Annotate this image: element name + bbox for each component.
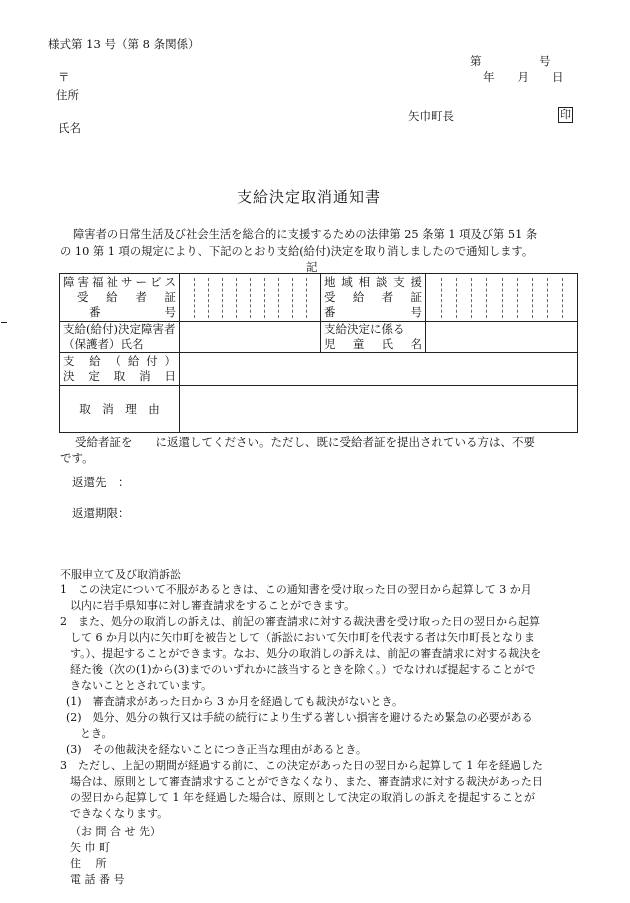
document-title: 支給決定取消通知書	[237, 188, 382, 206]
document-number: 第 号	[470, 54, 551, 68]
appeal-line: (1) 審査請求があった日から 3 か月を経過しても裁決がないとき。	[66, 695, 404, 708]
cancellation-table	[59, 273, 578, 433]
cancel-reason-value	[180, 386, 578, 433]
postal-mark: 〒	[58, 70, 70, 84]
contact-address: 住 所	[70, 857, 107, 870]
appeal-line: 場合は、原則として審査請求することができなくなり、また、審査請求に対する裁決があった日	[70, 775, 543, 788]
seal-mark: 印	[560, 108, 571, 121]
appeal-line: して 6 か月以内に矢巾町を被告として（訴訟において矢巾町を代表する者は矢巾町長となりま	[70, 631, 535, 644]
child-name-value	[426, 322, 578, 353]
intro-line-1: 障害者の日常生活及び社会生活を総合的に支援するための法律第 25 条第 1 項及び第 51 条	[73, 228, 538, 241]
digit-box-separator	[278, 278, 279, 318]
digit-box-separator	[194, 278, 195, 318]
service-recipient-number-boxes	[180, 274, 321, 322]
label-service-recipient-number: 障害福祉サービス 受 給 者 証 番 号	[60, 274, 180, 322]
appeal-line: す。）、提起することができます。なお、処分の取消しの訴えは、前記の審査請求に対する裁決を	[70, 647, 542, 660]
digit-box-separator	[236, 278, 237, 318]
contact-heading: （お 問 合 せ 先）	[70, 825, 161, 838]
decision-person-value	[180, 322, 321, 353]
label-community-support-number: 地 域 相 談 支 援 受 給 者 証 番 号	[321, 274, 426, 322]
appeal-line: 2 また、処分の取消しの訴えは、前記の審査請求に対する裁決書を受け取った日の翌日から起算	[60, 615, 540, 628]
label-child-name: 支給決定に係る 児 童 氏 名	[321, 322, 426, 353]
digit-box-separator	[456, 278, 457, 318]
recipient-name-label: 氏名	[58, 121, 81, 135]
contact-town: 矢 巾 町	[70, 841, 110, 854]
ki-label: 記	[306, 260, 318, 274]
digit-box-separator	[486, 278, 487, 318]
community-support-number-boxes	[426, 274, 578, 322]
digit-box-separator	[222, 278, 223, 318]
contact-phone: 電 話 番 号	[70, 873, 125, 886]
issuer-name: 矢巾町長	[408, 109, 454, 123]
appeal-heading: 不服申立て及び取消訴訟	[60, 568, 181, 581]
appeal-line: とき。	[80, 727, 113, 740]
digit-box-separator	[306, 278, 307, 318]
digit-box-separator	[250, 278, 251, 318]
return-deadline-label: 返還期限：	[72, 506, 130, 520]
appeal-line: 1 この決定について不服があるときは、この通知書を受け取った日の翌日から起算して 3 か月	[60, 583, 532, 596]
digit-box-separator	[292, 278, 293, 318]
appeal-line: 経た後（次の(1)から(3)までのいずれかに該当するときを除く。）でなければ提起することがで	[70, 663, 536, 676]
digit-box-separator	[562, 278, 563, 318]
digit-box-separator	[264, 278, 265, 318]
appeal-line: の翌日から起算して 1 年を経過した場合は、原則として決定の取消しの訴えを提起することが	[70, 791, 535, 804]
appeal-line: 以内に岩手県知事に対し審査請求をすることができます。	[70, 599, 356, 612]
appeal-line: できなくなります。	[70, 807, 169, 820]
appeal-line: 3 ただし、上記の期間が経過する前に、この決定があった日の翌日から起算して 1 年を経過した	[60, 759, 543, 772]
address-label: 住所	[56, 88, 79, 102]
label-cancel-date: 支 給 （ 給 付 ） 決 定 取 消 日	[60, 353, 180, 386]
cancel-date-value	[180, 353, 578, 386]
label-cancel-reason: 取 消 理 由	[60, 386, 180, 433]
digit-box-separator	[502, 278, 503, 318]
appeal-line: (2) 処分、処分の執行又は手続の続行により生ずる著しい損害を避けるため緊急の必要がある	[66, 711, 533, 724]
digit-box-separator	[517, 278, 518, 318]
intro-line-2: の 10 第 1 項の規定により、下記のとおり支給(給付)決定を取り消しましたので通知します。	[60, 245, 534, 258]
digit-box-separator	[532, 278, 533, 318]
appeal-line: (3) その他裁決を経ないことにつき正当な理由があるとき。	[66, 743, 367, 756]
digit-box-separator	[208, 278, 209, 318]
issue-date: 年 月 日	[483, 70, 564, 84]
return-destination-label: 返還先 ：	[72, 475, 130, 489]
return-instruction-line-1: 受給者証を に返還してください。ただし、既に受給者証を提出されている方は、不要	[75, 435, 535, 449]
digit-box-separator	[547, 278, 548, 318]
appeal-text	[60, 582, 585, 822]
label-decision-person: 支給(給付)決定障害者 （保護者）氏名	[60, 322, 180, 353]
appeal-line: きないこととされています。	[70, 679, 213, 692]
margin-mark	[1, 322, 7, 323]
return-instruction-line-2: です。	[60, 451, 94, 465]
form-number: 様式第 13 号（第 8 条関係）	[48, 37, 200, 51]
digit-box-separator	[441, 278, 442, 318]
digit-box-separator	[471, 278, 472, 318]
